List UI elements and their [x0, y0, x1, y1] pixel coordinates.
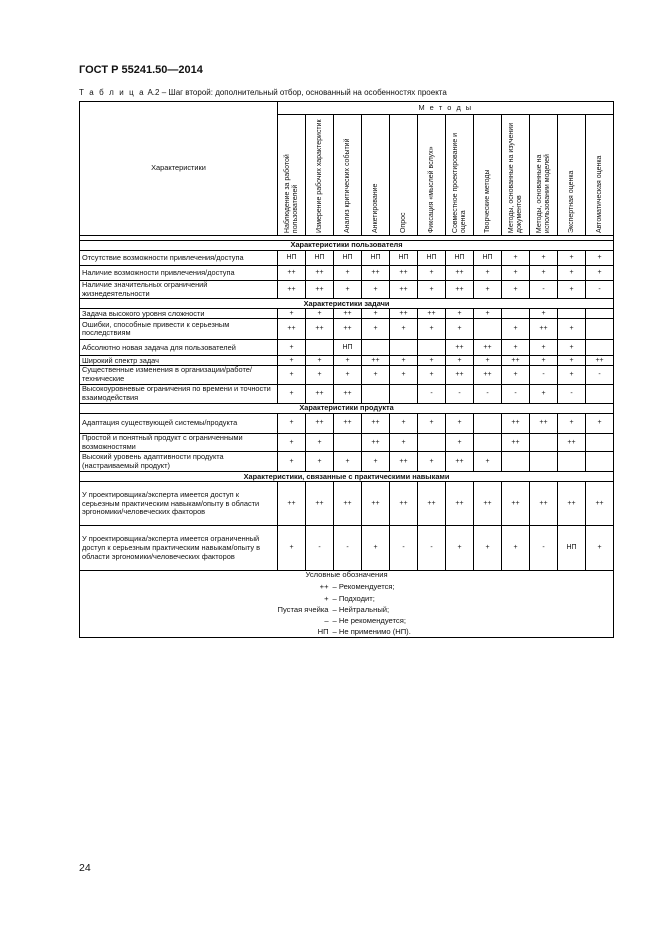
- legend-symbol: ++: [319, 582, 329, 592]
- method-header-label: Наблюдение за работой пользователей: [283, 154, 299, 233]
- table-row: [80, 319, 614, 340]
- table-row: [80, 266, 614, 281]
- row-label: Высокий уровень адаптивности продукта (настраиваемый продукт): [80, 452, 278, 472]
- rating-cell: ++: [306, 266, 334, 281]
- rating-cell: ++: [418, 309, 446, 319]
- rating-cell: [390, 340, 418, 356]
- legend-item: [82, 604, 611, 615]
- rating-cell: +: [502, 251, 530, 266]
- row-label: Абсолютно новая задача для пользователей: [80, 340, 278, 356]
- rating-cell: +: [418, 356, 446, 366]
- rating-cell: +: [530, 384, 558, 403]
- row-label: Ошибки, способные привести к серьезным последствиям: [80, 319, 278, 340]
- rating-cell: +: [530, 251, 558, 266]
- section-header-row: [80, 299, 614, 309]
- rating-cell: -: [530, 366, 558, 384]
- legend-description: – Подходит;: [332, 593, 375, 603]
- rating-cell: [474, 319, 502, 340]
- rating-cell: +: [418, 319, 446, 340]
- rating-cell: [418, 340, 446, 356]
- row-label: Наличие возможности привлечения/доступа: [80, 266, 278, 281]
- rating-cell: +: [502, 526, 530, 571]
- method-header: [278, 115, 306, 236]
- rating-cell: ++: [474, 366, 502, 384]
- rating-cell: +: [502, 366, 530, 384]
- section-title: Характеристики, связанные с практическими навыками: [80, 472, 614, 482]
- rating-cell: НП: [558, 526, 586, 571]
- rating-cell: ++: [334, 309, 362, 319]
- row-label: У проектировщика/эксперта имеется ограниченный доступ к серьезным практическим навыкам/опыту в области эргономики/человеческих факторов: [80, 526, 278, 571]
- method-header-label: Опрос: [399, 212, 407, 233]
- rating-cell: [558, 309, 586, 319]
- legend-symbol: НП: [317, 627, 329, 637]
- method-header: [334, 115, 362, 236]
- method-header-label: Анализ критических событий: [343, 138, 351, 233]
- legend-description: – Не применимо (НП).: [332, 627, 411, 637]
- rating-cell: -: [446, 384, 474, 403]
- rating-cell: НП: [334, 340, 362, 356]
- rating-cell: ++: [362, 266, 390, 281]
- rating-cell: ++: [334, 413, 362, 433]
- rating-cell: +: [390, 433, 418, 451]
- rating-cell: +: [278, 526, 306, 571]
- rating-cell: +: [530, 356, 558, 366]
- rating-cell: +: [502, 281, 530, 299]
- rating-cell: -: [586, 281, 614, 299]
- row-label: Существенные изменения в организации/работе/технические: [80, 366, 278, 384]
- rating-cell: +: [362, 526, 390, 571]
- document-id: ГОСТ Р 55241.50—2014: [79, 64, 203, 76]
- method-header: [530, 115, 558, 236]
- table-row: [80, 340, 614, 356]
- rating-cell: +: [362, 366, 390, 384]
- rating-cell: +: [278, 366, 306, 384]
- rating-cell: ++: [418, 482, 446, 526]
- method-header-wrap: [364, 117, 387, 235]
- table-body: [80, 236, 614, 638]
- rating-cell: -: [530, 526, 558, 571]
- table-row: [80, 433, 614, 451]
- rating-cell: -: [530, 281, 558, 299]
- rating-cell: ++: [530, 482, 558, 526]
- rating-cell: +: [502, 266, 530, 281]
- table-row: [80, 281, 614, 299]
- table-caption-text: А.2 – Шаг второй: дополнительный отбор, основанный на особенностях проекта: [145, 88, 447, 97]
- legend: [80, 571, 614, 638]
- table-row: [80, 413, 614, 433]
- rating-cell: +: [306, 356, 334, 366]
- rating-cell: ++: [306, 384, 334, 403]
- rating-cell: [586, 309, 614, 319]
- rating-cell: [306, 340, 334, 356]
- rating-cell: +: [558, 266, 586, 281]
- rating-cell: +: [418, 452, 446, 472]
- page-number: 24: [79, 862, 91, 874]
- rating-cell: +: [278, 452, 306, 472]
- rating-cell: [530, 433, 558, 451]
- rating-cell: +: [418, 281, 446, 299]
- rating-cell: ++: [502, 413, 530, 433]
- rating-cell: -: [558, 384, 586, 403]
- method-header-wrap: [336, 117, 359, 235]
- legend-symbol: Пустая ячейка: [277, 604, 329, 614]
- rating-cell: +: [278, 340, 306, 356]
- rating-cell: +: [278, 384, 306, 403]
- rating-cell: ++: [362, 433, 390, 451]
- rating-cell: ++: [390, 309, 418, 319]
- method-header: [502, 115, 530, 236]
- row-label: Наличие значительных ограничений жизнедеятельности: [80, 281, 278, 299]
- section-header-row: [80, 403, 614, 413]
- rating-cell: +: [558, 356, 586, 366]
- rating-cell: ++: [390, 452, 418, 472]
- legend-symbol: –: [324, 615, 329, 625]
- rating-cell: НП: [474, 251, 502, 266]
- rating-cell: +: [502, 319, 530, 340]
- rating-cell: +: [278, 433, 306, 451]
- table-row: [80, 482, 614, 526]
- rating-cell: -: [474, 384, 502, 403]
- rating-cell: +: [418, 366, 446, 384]
- method-header: [586, 115, 614, 236]
- rating-cell: +: [306, 366, 334, 384]
- method-header-label: Методы, основанные на использовании моделей: [535, 153, 551, 233]
- rating-cell: [390, 384, 418, 403]
- legend-title: Условные обозначения: [305, 570, 388, 580]
- row-label: Высокоуровневые ограничения по времени и точности взаимодействия: [80, 384, 278, 403]
- rating-cell: -: [334, 526, 362, 571]
- rating-cell: НП: [278, 251, 306, 266]
- rating-cell: ++: [362, 356, 390, 366]
- rating-cell: ++: [278, 266, 306, 281]
- rating-cell: [502, 309, 530, 319]
- rating-cell: НП: [390, 251, 418, 266]
- rating-cell: НП: [334, 251, 362, 266]
- method-header-wrap: [448, 117, 471, 235]
- legend-item: [82, 615, 611, 626]
- method-header-wrap: [476, 117, 499, 235]
- rating-cell: ++: [446, 266, 474, 281]
- rating-cell: +: [446, 433, 474, 451]
- rating-cell: ++: [334, 482, 362, 526]
- rating-cell: +: [558, 251, 586, 266]
- rating-cell: ++: [362, 413, 390, 433]
- rating-cell: ++: [558, 433, 586, 451]
- rating-cell: [586, 433, 614, 451]
- table-row: [80, 356, 614, 366]
- method-header-label: Фиксация «мыслей вслух»: [427, 146, 435, 233]
- rating-cell: +: [362, 319, 390, 340]
- rating-cell: ++: [390, 482, 418, 526]
- rating-cell: -: [390, 526, 418, 571]
- rating-cell: +: [390, 356, 418, 366]
- method-header-label: Совместное проектирование и оценка: [451, 132, 467, 233]
- table-row: [80, 251, 614, 266]
- rating-cell: -: [586, 366, 614, 384]
- rating-cell: -: [418, 384, 446, 403]
- rating-cell: ++: [586, 482, 614, 526]
- section-header-row: [80, 241, 614, 251]
- legend-description: – Нейтральный;: [332, 604, 390, 614]
- rating-cell: +: [390, 366, 418, 384]
- rating-cell: ++: [390, 266, 418, 281]
- method-header: [306, 115, 334, 236]
- rating-cell: [586, 340, 614, 356]
- method-header-wrap: [588, 117, 611, 235]
- rating-cell: +: [362, 452, 390, 472]
- section-title: Характеристики пользователя: [80, 241, 614, 251]
- rating-cell: +: [586, 251, 614, 266]
- rating-cell: +: [558, 413, 586, 433]
- characteristics-header: Характеристики: [80, 102, 278, 236]
- legend-item: [82, 581, 611, 592]
- rating-cell: +: [446, 526, 474, 571]
- rating-cell: ++: [502, 356, 530, 366]
- rating-cell: ++: [474, 482, 502, 526]
- rating-cell: +: [474, 526, 502, 571]
- method-header-wrap: [560, 117, 583, 235]
- legend-row: [80, 571, 614, 638]
- rating-cell: +: [334, 266, 362, 281]
- rating-cell: +: [278, 356, 306, 366]
- rating-cell: ++: [446, 340, 474, 356]
- rating-cell: +: [362, 309, 390, 319]
- rating-cell: +: [306, 309, 334, 319]
- rating-cell: НП: [418, 251, 446, 266]
- rating-cell: +: [390, 413, 418, 433]
- method-header-wrap: [532, 117, 555, 235]
- rating-cell: +: [390, 319, 418, 340]
- rating-cell: ++: [334, 319, 362, 340]
- rating-cell: +: [558, 281, 586, 299]
- rating-cell: +: [474, 281, 502, 299]
- table-row: [80, 526, 614, 571]
- method-header-wrap: [504, 117, 527, 235]
- rating-cell: +: [558, 319, 586, 340]
- rating-cell: ++: [306, 319, 334, 340]
- row-label: Широкий спектр задач: [80, 356, 278, 366]
- rating-cell: ++: [502, 433, 530, 451]
- rating-cell: ++: [530, 319, 558, 340]
- rating-cell: +: [530, 309, 558, 319]
- legend-item: [82, 593, 611, 604]
- rating-cell: НП: [446, 251, 474, 266]
- rating-cell: +: [530, 340, 558, 356]
- rating-cell: +: [334, 452, 362, 472]
- rating-cell: +: [502, 340, 530, 356]
- rating-cell: +: [418, 266, 446, 281]
- method-header-wrap: [392, 117, 415, 235]
- rating-cell: ++: [446, 482, 474, 526]
- method-header-label: Анкетирование: [371, 183, 379, 233]
- rating-cell: +: [446, 413, 474, 433]
- rating-cell: ++: [334, 384, 362, 403]
- method-header-label: Автоматическая оценка: [595, 155, 603, 233]
- rating-cell: ++: [306, 482, 334, 526]
- legend-symbol: +: [324, 593, 329, 603]
- rating-cell: ++: [446, 366, 474, 384]
- section-title: Характеристики задачи: [80, 299, 614, 309]
- rating-cell: [586, 384, 614, 403]
- method-header: [362, 115, 390, 236]
- rating-cell: +: [530, 266, 558, 281]
- rating-cell: +: [586, 266, 614, 281]
- rating-cell: +: [474, 266, 502, 281]
- method-header-wrap: [280, 117, 303, 235]
- rating-cell: [558, 452, 586, 472]
- section-title: Характеристики продукта: [80, 403, 614, 413]
- rating-cell: +: [474, 309, 502, 319]
- rating-cell: [502, 452, 530, 472]
- method-header: [474, 115, 502, 236]
- rating-cell: ++: [502, 482, 530, 526]
- rating-cell: НП: [306, 251, 334, 266]
- table-caption-prefix: Т а б л и ц а: [79, 88, 146, 97]
- row-label: Задача высокого уровня сложности: [80, 309, 278, 319]
- rating-cell: +: [474, 452, 502, 472]
- rating-cell: [362, 340, 390, 356]
- row-label: Отсутствие возможности привлечения/доступа: [80, 251, 278, 266]
- rating-cell: +: [558, 366, 586, 384]
- methods-table: [79, 101, 614, 638]
- rating-cell: ++: [278, 482, 306, 526]
- rating-cell: +: [334, 366, 362, 384]
- rating-cell: +: [586, 413, 614, 433]
- rating-cell: ++: [586, 356, 614, 366]
- rating-cell: ++: [278, 319, 306, 340]
- rating-cell: ++: [278, 281, 306, 299]
- row-label: Простой и понятный продукт с ограниченными возможностями: [80, 433, 278, 451]
- rating-cell: +: [362, 281, 390, 299]
- rating-cell: ++: [558, 482, 586, 526]
- rating-cell: +: [306, 433, 334, 451]
- rating-cell: +: [334, 356, 362, 366]
- rating-cell: +: [278, 309, 306, 319]
- rating-cell: +: [278, 413, 306, 433]
- rating-cell: ++: [446, 281, 474, 299]
- method-header: [558, 115, 586, 236]
- method-header-label: Творческие методы: [483, 169, 491, 233]
- rating-cell: +: [306, 452, 334, 472]
- rating-cell: [530, 452, 558, 472]
- method-header: [418, 115, 446, 236]
- rating-cell: -: [306, 526, 334, 571]
- table-row: [80, 452, 614, 472]
- table-row: [80, 309, 614, 319]
- rating-cell: ++: [306, 281, 334, 299]
- rating-cell: -: [418, 526, 446, 571]
- method-header: [390, 115, 418, 236]
- method-header-wrap: [420, 117, 443, 235]
- legend-item: [82, 626, 611, 637]
- row-label: У проектировщика/эксперта имеется доступ к серьезным практическим навыкам/опыту в области эргономики/человеческих факторов: [80, 482, 278, 526]
- table-caption: [79, 88, 447, 97]
- rating-cell: ++: [390, 281, 418, 299]
- rating-cell: ++: [446, 452, 474, 472]
- rating-cell: ++: [530, 413, 558, 433]
- rating-cell: +: [586, 526, 614, 571]
- method-header-label: Методы, основанные на изучении документов: [507, 122, 523, 233]
- rating-cell: [334, 433, 362, 451]
- method-header-label: Экспертная оценка: [567, 170, 575, 233]
- rating-cell: -: [502, 384, 530, 403]
- rating-cell: +: [474, 356, 502, 366]
- rating-cell: ++: [306, 413, 334, 433]
- section-header-row: [80, 472, 614, 482]
- rating-cell: ++: [362, 482, 390, 526]
- legend-description: – Не рекомендуется;: [332, 615, 406, 625]
- rating-cell: +: [446, 356, 474, 366]
- rating-cell: +: [334, 281, 362, 299]
- method-header-wrap: [308, 117, 331, 235]
- rating-cell: +: [558, 340, 586, 356]
- methods-header: М е т о д ы: [278, 102, 614, 115]
- rating-cell: НП: [362, 251, 390, 266]
- method-header: [446, 115, 474, 236]
- table-row: [80, 384, 614, 403]
- table-row: [80, 366, 614, 384]
- row-label: Адаптация существующей системы/продукта: [80, 413, 278, 433]
- rating-cell: [362, 384, 390, 403]
- rating-cell: [418, 433, 446, 451]
- rating-cell: [586, 452, 614, 472]
- rating-cell: [474, 413, 502, 433]
- rating-cell: [474, 433, 502, 451]
- rating-cell: +: [446, 309, 474, 319]
- rating-cell: +: [418, 413, 446, 433]
- rating-cell: [586, 319, 614, 340]
- legend-description: – Рекомендуется;: [332, 582, 395, 592]
- method-header-label: Измерение рабочих характеристик: [315, 119, 323, 233]
- rating-cell: +: [446, 319, 474, 340]
- rating-cell: ++: [474, 340, 502, 356]
